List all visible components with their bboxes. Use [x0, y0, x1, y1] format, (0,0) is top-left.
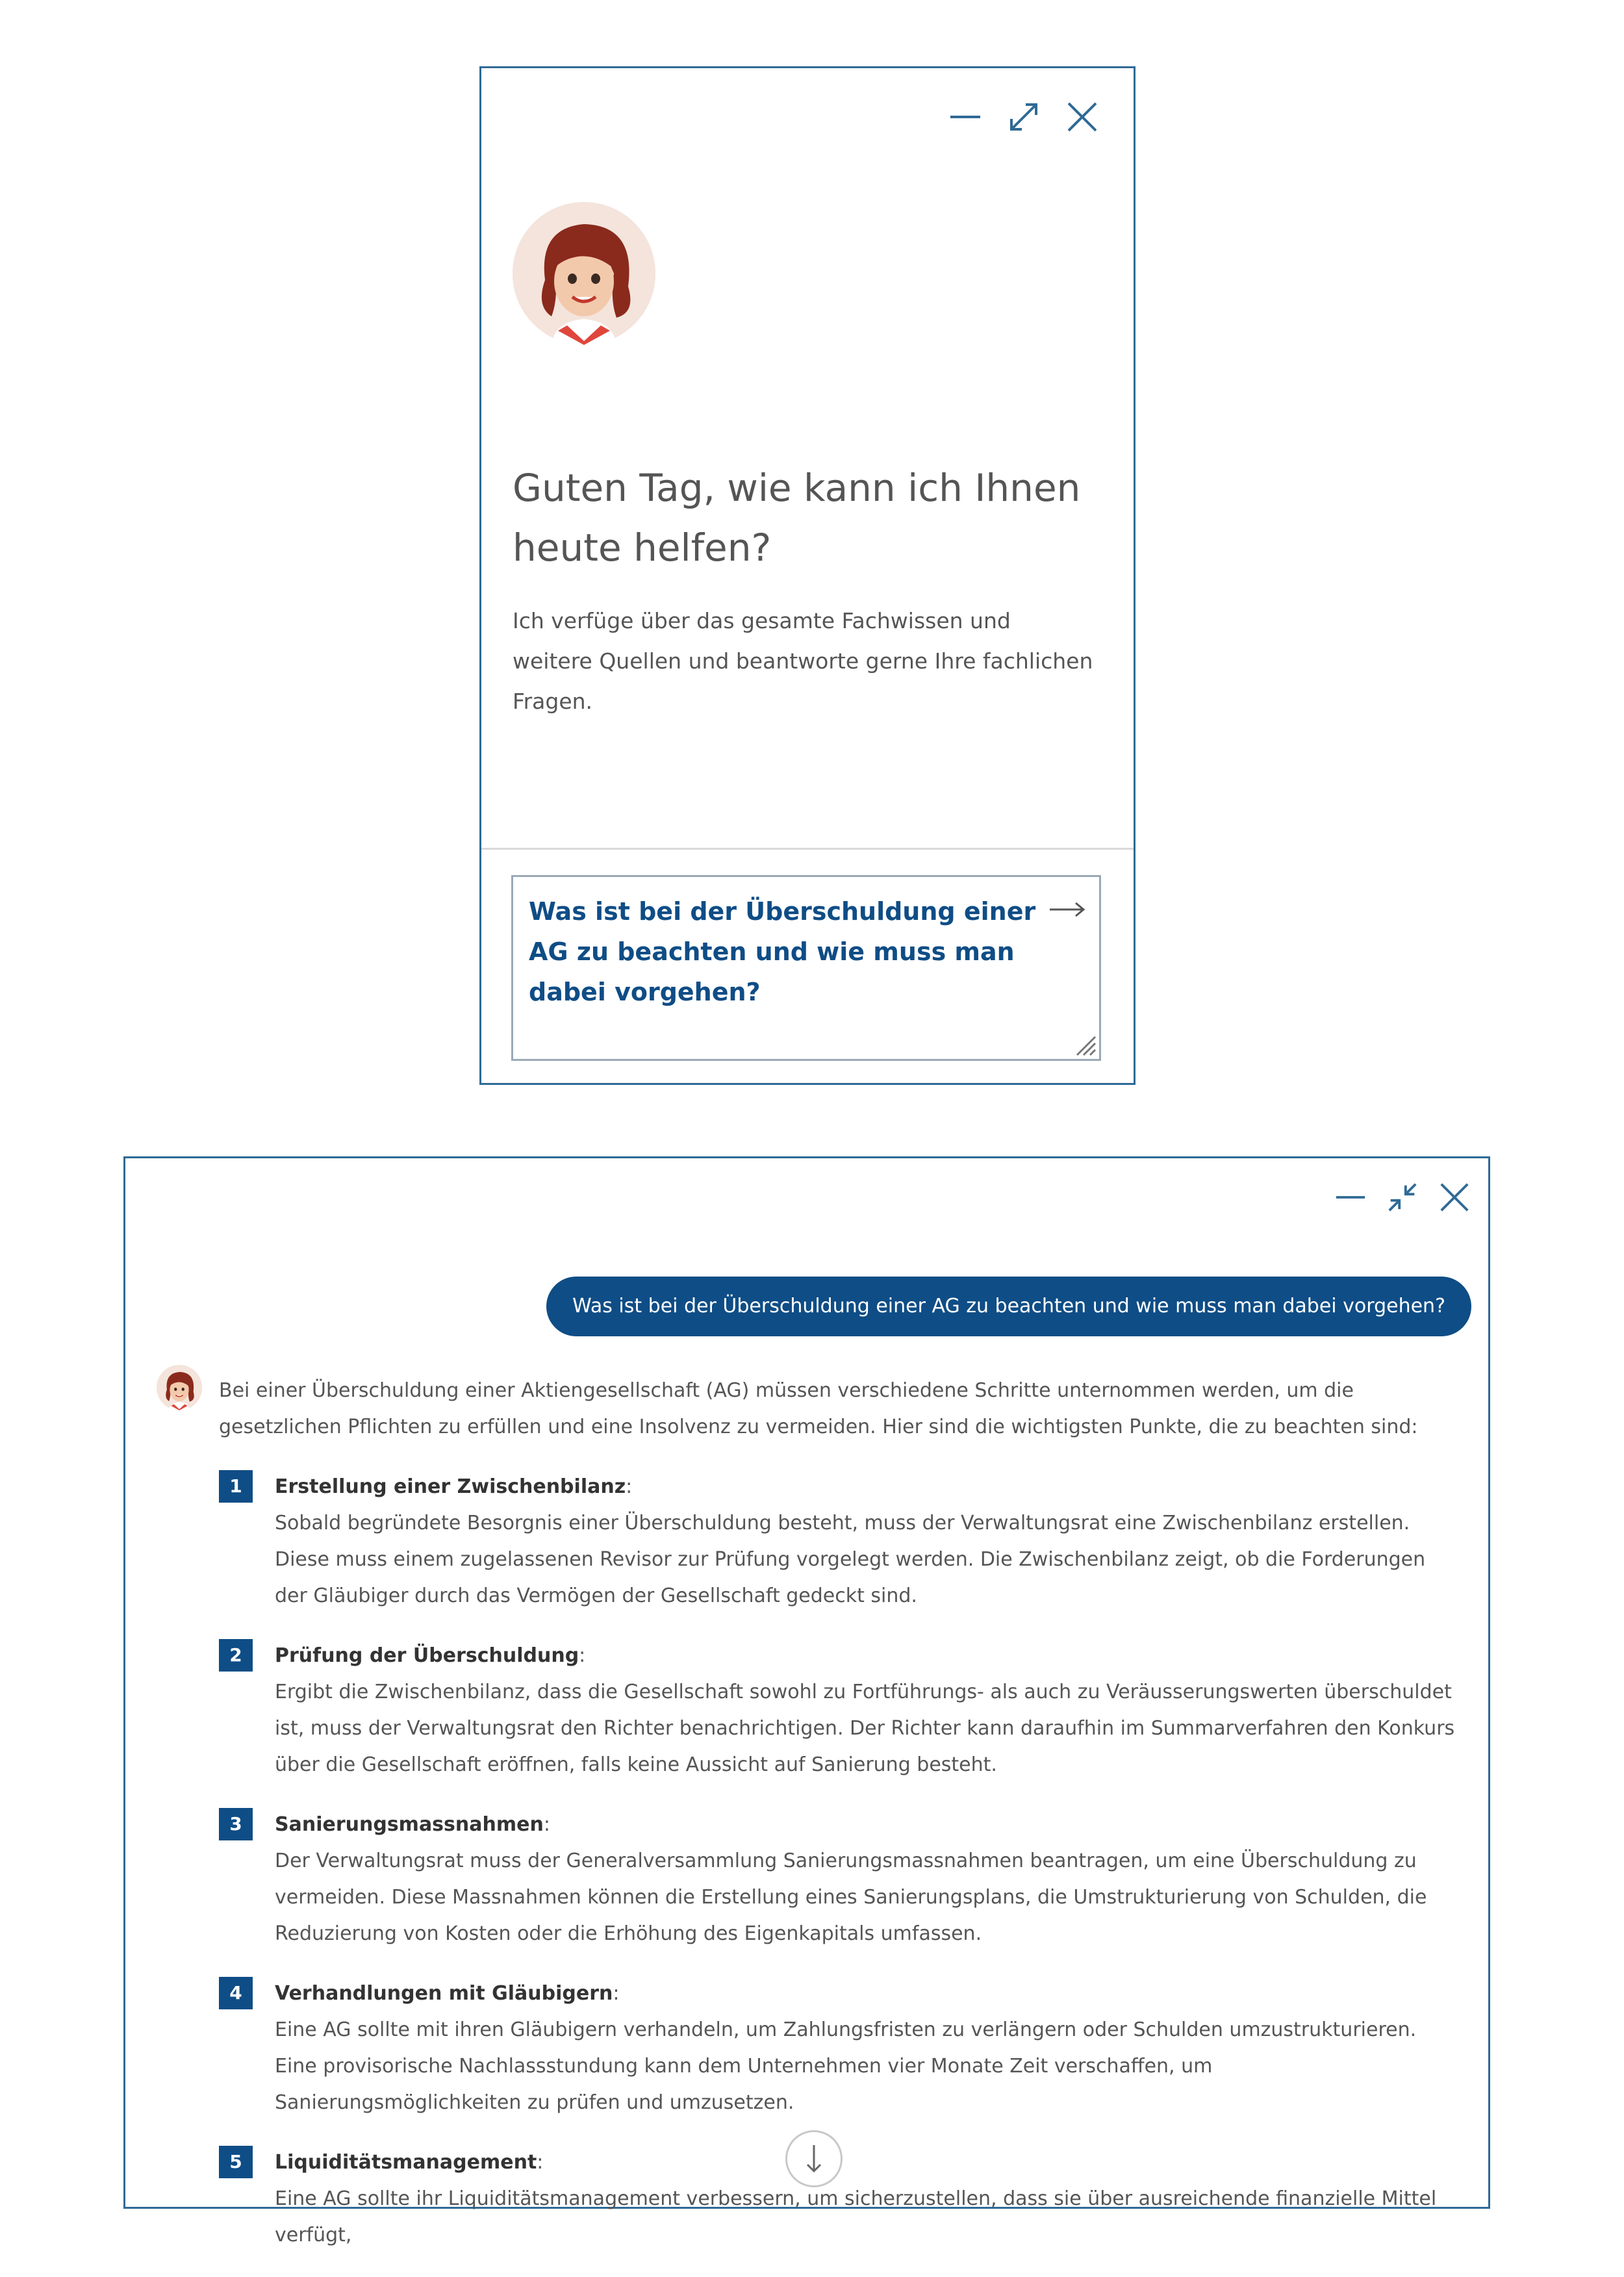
window-controls — [1334, 1180, 1471, 1214]
list-item — [219, 1469, 1466, 1614]
divider — [481, 848, 1134, 850]
user-message-bubble: Was ist bei der Überschuldung einer AG zu beachten und wie muss man dabei vorgehen? — [546, 1277, 1471, 1336]
collapse-icon[interactable] — [1386, 1180, 1419, 1214]
step-title: Erstellung einer Zwischenbilanz: — [275, 1475, 633, 1498]
step-number-badge: 2 — [219, 1639, 253, 1672]
close-icon[interactable] — [1065, 99, 1100, 134]
step-title: Prüfung der Überschuldung: — [275, 1644, 586, 1667]
list-item — [219, 2144, 1466, 2254]
assistant-avatar — [157, 1365, 202, 1410]
step-body: Eine AG sollte mit ihren Gläubigern verhandeln, um Zahlungsfristen zu verlängern oder Schulden umzustrukturieren. Eine provisorische Nachlassstundung kann dem Unternehmen vier Monate Zeit verschaffen, um Sanierungsmöglichkeiten zu prüfen und umzusetzen. — [275, 2018, 1417, 2114]
intro-text: Ich verfüge über das gesamte Fachwissen und weitere Quellen und beantworte gerne Ihre fachlichen Fragen. — [513, 608, 1093, 714]
answer-steps-list — [219, 1469, 1466, 2277]
arrow-down-icon — [801, 2143, 827, 2175]
chat-window — [123, 1156, 1490, 2246]
resize-handle-icon[interactable] — [1073, 1033, 1097, 1056]
step-body: Eine AG sollte ihr Liquiditätsmanagement verbessern, um sicherzustellen, dass sie über ausreichende finanzielle Mittel verfügt, — [275, 2187, 1437, 2246]
close-icon[interactable] — [1438, 1180, 1471, 1214]
minimize-icon[interactable] — [1334, 1180, 1367, 1214]
assistant-message-intro: Bei einer Überschuldung einer Aktiengesellschaft (AG) müssen verschiedene Schritte unternommen werden, um die gesetzlichen Pflichten zu erfüllen und eine Insolvenz zu vermeiden. Hier sind die wichtigsten Punkte, die zu beachten sind: — [219, 1379, 1418, 1438]
welcome-window — [479, 66, 1136, 1085]
expand-icon[interactable] — [1006, 99, 1041, 134]
list-item — [219, 1976, 1466, 2121]
step-title: Liquiditätsmanagement: — [275, 2151, 544, 2174]
list-item — [219, 1638, 1466, 1783]
list-item — [219, 1807, 1466, 1952]
scroll-down-button[interactable] — [785, 2130, 843, 2187]
question-input[interactable] — [511, 875, 1101, 1061]
step-title: Verhandlungen mit Gläubigern: — [275, 1982, 620, 2005]
step-number-badge: 3 — [219, 1808, 253, 1840]
question-input-value[interactable]: Was ist bei der Überschuldung einer AG zu beachten und wie muss man dabei vorgehen? — [529, 897, 1036, 1006]
minimize-icon[interactable] — [948, 99, 983, 134]
step-title: Sanierungsmassnahmen: — [275, 1813, 550, 1836]
window-controls — [948, 99, 1100, 134]
step-body: Der Verwaltungsrat muss der Generalversammlung Sanierungsmassnahmen beantragen, um eine Überschuldung zu vermeiden. Diese Massnahmen können die Erstellung eines Sanierungsplans, die Umstrukturierung von Schulden, die Reduzierung von Kosten oder die Erhöhung des Eigenkapitals umfassen. — [275, 1850, 1427, 1945]
arrow-right-icon[interactable] — [1048, 897, 1086, 922]
step-body: Ergibt die Zwischenbilanz, dass die Gesellschaft sowohl zu Fortführungs- als auch zu Veräusserungswerten überschuldet ist, muss der Verwaltungsrat den Richter benachrichtigen. Der Richter kann daraufhin im Summarverfahren den Konkurs über die Gesellschaft eröffnen, falls keine Aussicht auf Sanierung besteht. — [275, 1681, 1455, 1776]
step-number-badge: 4 — [219, 1977, 253, 2009]
step-body: Sobald begründete Besorgnis einer Überschuldung besteht, muss der Verwaltungsrat eine Zwischenbilanz erstellen. Diese muss einem zugelassenen Revisor zur Prüfung vorgelegt werden. Die Zwischenbilanz zeigt, ob die Forderungen der Gläubiger durch das Vermögen der Gesellschaft gedeckt sind. — [275, 1512, 1426, 1607]
step-number-badge: 5 — [219, 2146, 253, 2178]
step-number-badge: 1 — [219, 1470, 253, 1503]
assistant-avatar — [513, 202, 655, 345]
greeting-heading: Guten Tag, wie kann ich Ihnen heute helfen? — [513, 466, 1081, 570]
